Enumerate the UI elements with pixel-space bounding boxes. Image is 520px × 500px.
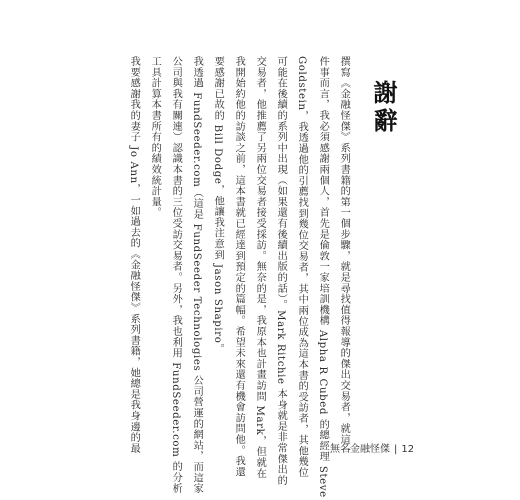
body-line: 件事而言，我必須感謝兩個人，首先是倫敦一家培訓機構 Alpha R Cubed 的總經理 Steve bbox=[317, 56, 329, 498]
body-line: 工具計算本書所有的績效統計量。 bbox=[149, 56, 161, 218]
page-title: 謝辭 bbox=[369, 80, 398, 136]
body-line: 要感謝已故的 Bill Dodge，他讓我注意到 Jason Shapiro。 bbox=[212, 56, 224, 355]
body-line: 可能在後續的系列中出現（如果還有後續出版的話）。Mark Ritchie 本身就是非常傑出的 bbox=[275, 56, 287, 486]
body-line: 我要感謝我的妻子 Jo Ann，一如過去的《金融怪傑》系列書籍，她總是我身邊的最 bbox=[128, 56, 140, 454]
body-line: 我透過 FundSeeder.com（這是 FundSeeder Technologies 公司營運的網站，而這家 bbox=[191, 56, 203, 494]
body-line: 公司與我有關連）認識本書的三位受訪交易者。另外，我也利用 FundSeeder.com 的分析 bbox=[170, 56, 182, 494]
body-line: 交易者，他推薦了另兩位交易者接受採訪。無奈的是，我原本也計畫訪問 Mark，但就在 bbox=[254, 56, 266, 479]
footer-separator: | bbox=[394, 444, 398, 455]
page-footer bbox=[330, 440, 414, 455]
body-line: Goldstein，我透過他的引薦找到幾位交易者，其中兩位成為這本書的受訪者，其他幾位 bbox=[296, 56, 308, 478]
body-line: 撰寫《金融怪傑》系列書籍的第一個步驟，就是尋找值得報導的傑出交易者，就這一 bbox=[338, 56, 350, 456]
page-number: 12 bbox=[401, 444, 415, 455]
footer-book-title: 無名金融怪傑 bbox=[330, 444, 390, 455]
body-line: 我開始約他的訪談之前，這本書就已經達到預定的篇幅。希望未來還有機會訪問他。我還 bbox=[233, 56, 245, 478]
